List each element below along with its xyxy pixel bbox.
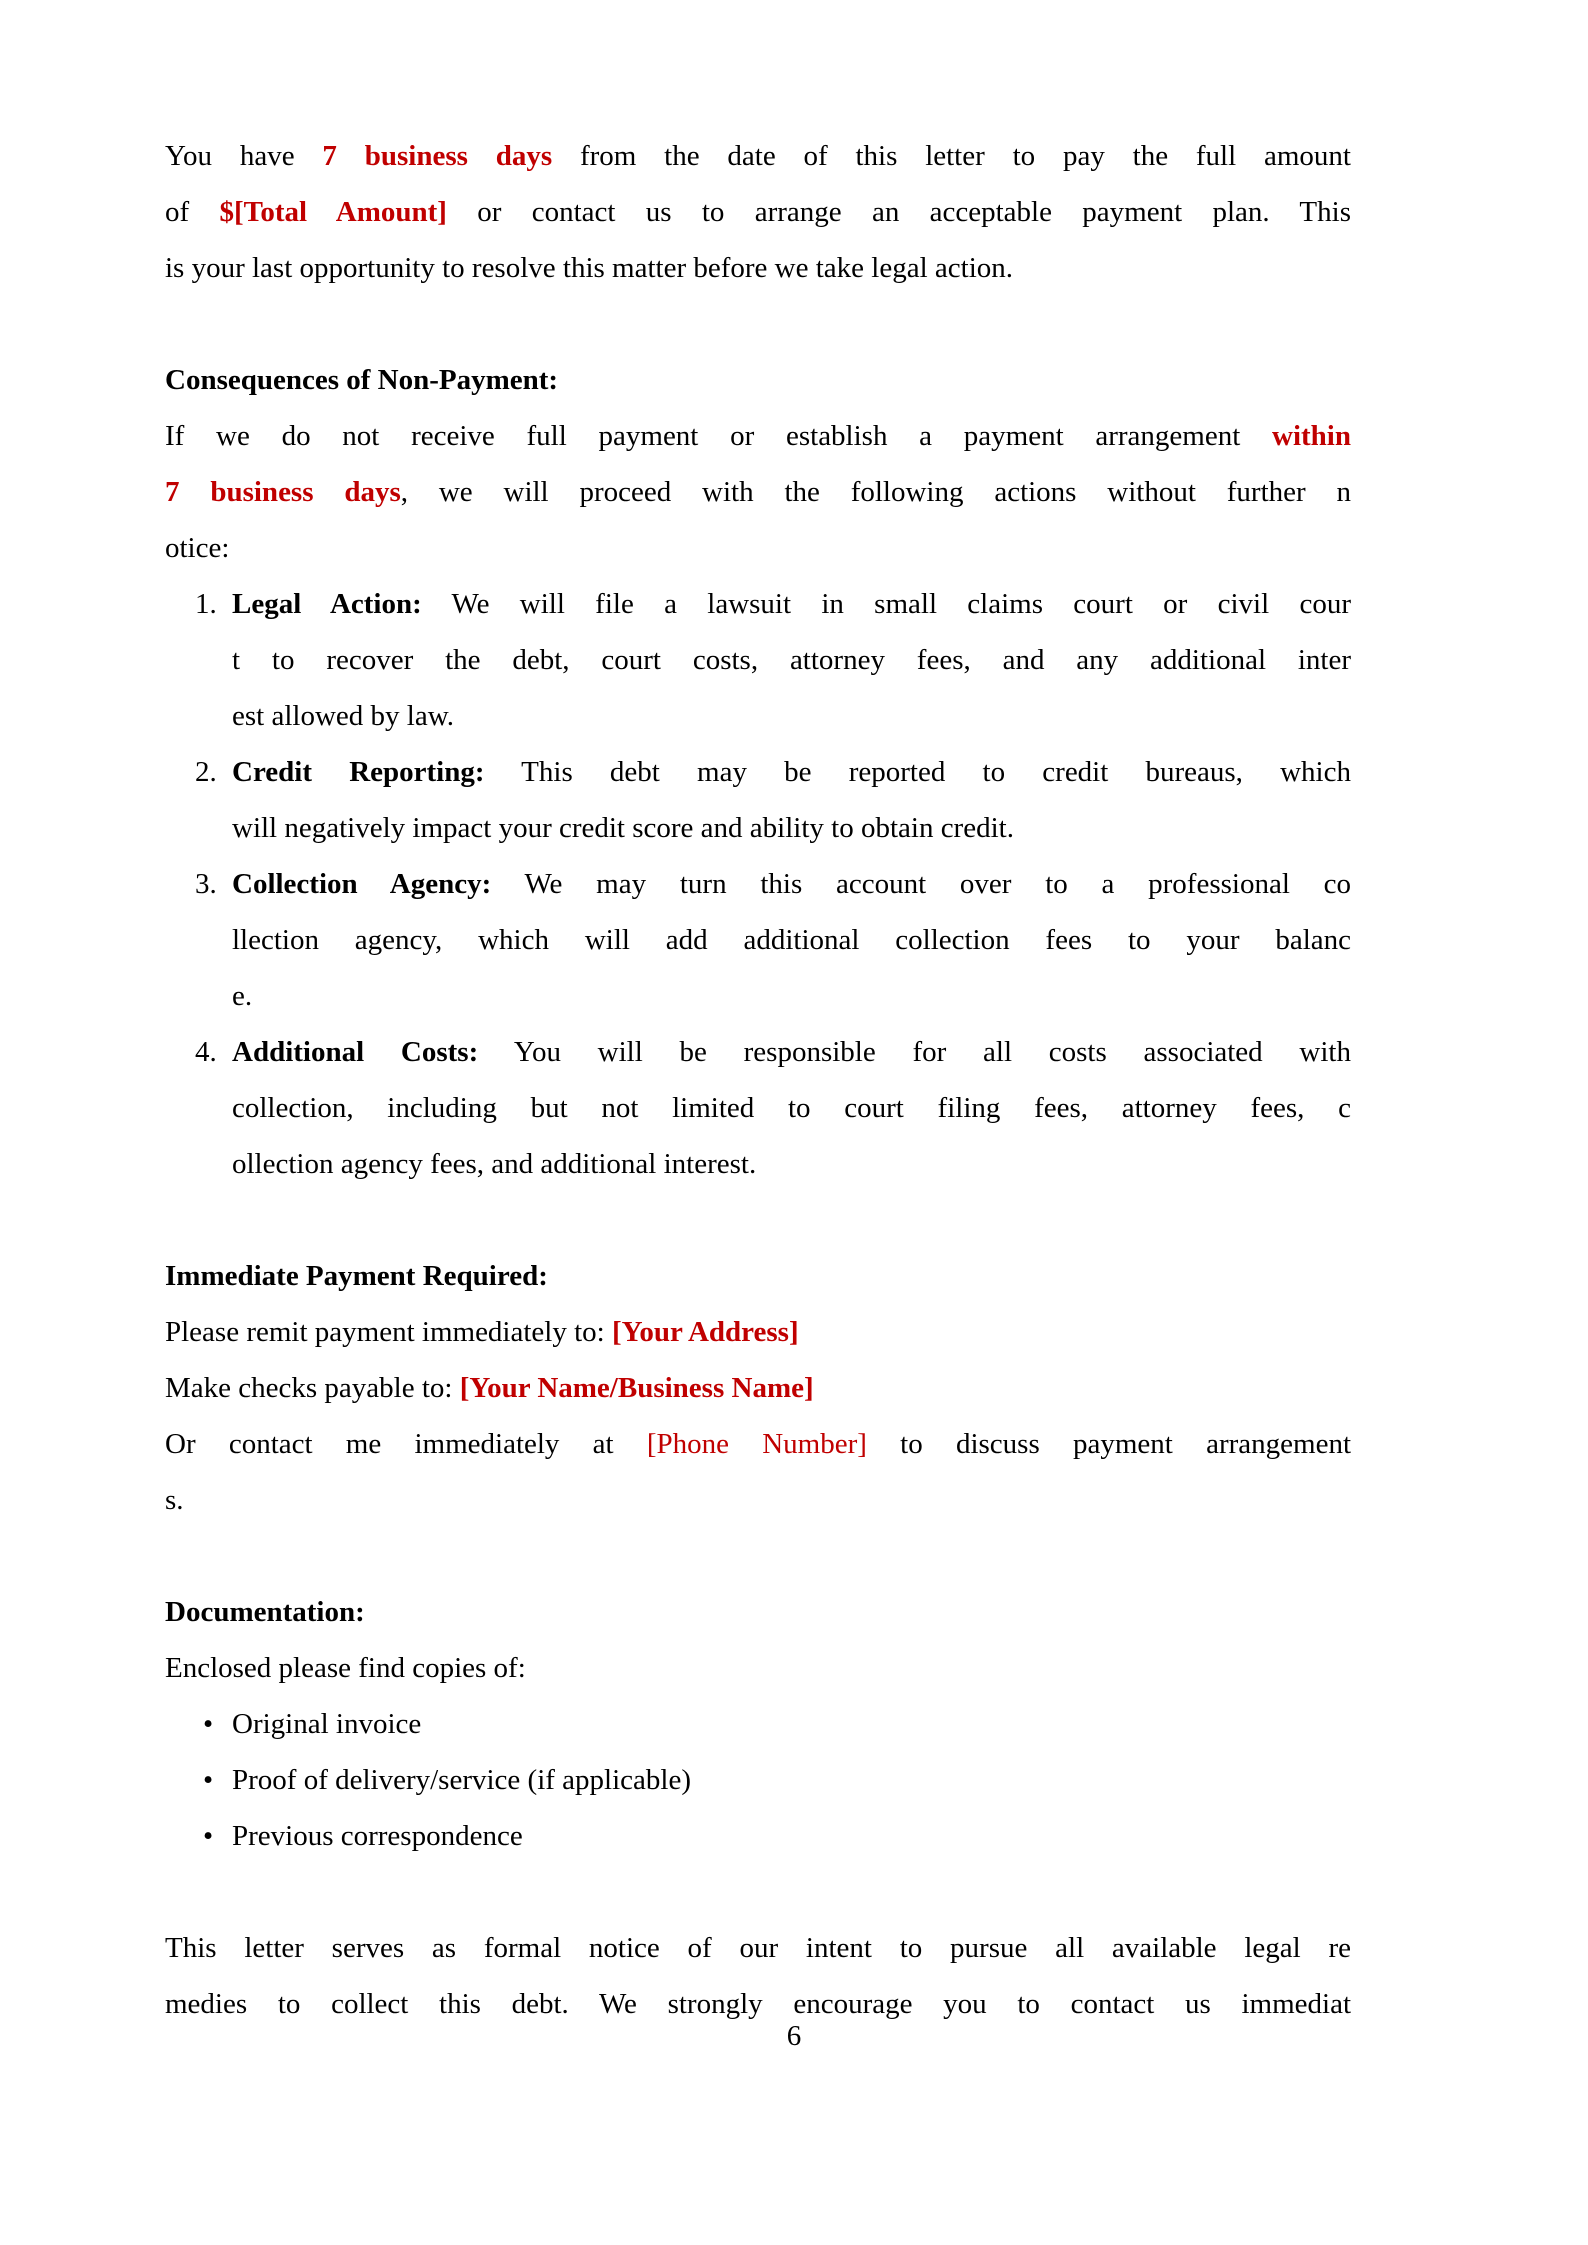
consequences-intro-text-a: If we do not receive full payment or establish a payment arrangement [165,420,1273,452]
bullet-icon: • [203,1820,214,1852]
list-item-first-line [165,576,1351,632]
list-item-label: Additional Costs: [232,1036,479,1068]
consequences-highlight-within: within [1272,420,1351,452]
consequences-intro-line-2 [165,464,1351,520]
immediate-payment-heading: Immediate Payment Required: [165,1260,548,1292]
remit-payment-line [165,1304,1351,1360]
list-item-text: Proof of delivery/service (if applicable) [232,1764,691,1796]
list-item-number: 3. [195,868,217,900]
list-item-line-2: will negatively impact your credit score and ability to obtain credit. [232,812,1014,844]
consequences-list [165,576,1351,1192]
checks-payable-placeholder: [Your Name/Business Name] [459,1372,814,1404]
page-number: 6 [786,2020,802,2052]
consequences-intro-line-3: otice: [165,532,230,564]
paragraph-spacer-3 [165,1528,1351,1584]
deadline-text-a: You have [165,140,323,172]
documentation-heading: Documentation: [165,1596,365,1628]
list-item-text: We will file a lawsuit in small claims court or civil cour [421,588,1351,620]
paragraph-spacer-4 [165,1864,1351,1920]
list-item-label: Credit Reporting: [232,756,485,788]
contact-line-2: s. [165,1484,184,1516]
list-item-number: 4. [195,1036,217,1068]
list-item-first-line [165,856,1351,912]
deadline-line-3: is your last opportunity to resolve this matter before we take legal action. [165,252,1014,284]
documentation-intro: Enclosed please find copies of: [165,1652,526,1684]
list-item-line-3: est allowed by law. [232,700,455,732]
bullet-icon: • [203,1764,214,1796]
consequences-highlight-days: 7 business days [165,476,401,508]
list-item [165,1808,1351,1864]
consequences-intro-line-1 [165,408,1351,464]
list-item-number: 2. [195,756,217,788]
phone-number-placeholder: [Phone Number] [646,1428,867,1460]
paragraph-spacer-2 [165,1192,1351,1248]
list-item-line-1 [232,1024,1351,1080]
list-item-line-3: ollection agency fees, and additional interest. [232,1148,757,1180]
list-item-text: We may turn this account over to a professional co [491,868,1352,900]
list-item-first-line [165,744,1351,800]
contact-text-b: to discuss payment arrangement [866,1428,1352,1460]
closing-paragraph [165,1920,1351,2032]
list-item-text: This debt may be reported to credit bureaus, which [484,756,1351,788]
deadline-text-b: from the date of this letter to pay the full amount [552,140,1351,172]
contact-text-a: Or contact me immediately at [165,1428,647,1460]
list-item-text: Original invoice [232,1708,422,1740]
remit-address-placeholder: [Your Address] [611,1316,799,1348]
consequences-heading: Consequences of Non-Payment: [165,364,559,396]
list-item [165,744,1351,856]
list-item-line-2: t to recover the debt, court costs, attorney fees, and any additional inter [232,644,1351,676]
list-item [165,576,1351,744]
list-item-label: Legal Action: [232,588,422,620]
deadline-line-2 [165,184,1351,240]
list-item-line-2: llection agency, which will add additional collection fees to your balanc [232,924,1351,956]
list-item-first-line [165,1024,1351,1080]
deadline-line-1 [165,128,1351,184]
closing-line-1: This letter serves as formal notice of our intent to pursue all available legal re [165,1932,1351,1964]
deadline-highlight-days: 7 business days [322,140,553,172]
list-item [165,856,1351,1024]
paragraph-spacer-1 [165,296,1351,352]
list-item-line-1 [232,856,1351,912]
consequences-intro [165,408,1351,576]
bullet-icon: • [203,1708,214,1740]
document-body [165,128,1351,2032]
closing-line-2: medies to collect this debt. We strongly encourage you to contact us immediat [165,1988,1351,2020]
deadline-highlight-amount: $[Total Amount] [219,196,447,228]
consequences-intro-text-b: , we will proceed with the following actions without further n [400,476,1351,508]
remit-payment-label: Please remit payment immediately to: [165,1316,612,1348]
deadline-paragraph [165,128,1351,296]
deadline-text-c: of [165,196,220,228]
list-item [165,1696,1351,1752]
list-item-line-2: collection, including but not limited to court filing fees, attorney fees, c [232,1092,1351,1124]
list-item-line-3: e. [232,980,253,1012]
checks-payable-line [165,1360,1351,1416]
documentation-list [165,1696,1351,1864]
list-item [165,1752,1351,1808]
checks-payable-label: Make checks payable to: [165,1372,460,1404]
list-item-number: 1. [195,588,217,620]
list-item-text: Previous correspondence [232,1820,523,1852]
deadline-text-d: or contact us to arrange an acceptable payment plan. This [446,196,1351,228]
list-item-text: You will be responsible for all costs associated with [478,1036,1351,1068]
list-item-label: Collection Agency: [232,868,492,900]
list-item-line-1 [232,576,1351,632]
list-item-line-1 [232,744,1351,800]
contact-line-1 [165,1416,1351,1472]
list-item [165,1024,1351,1192]
